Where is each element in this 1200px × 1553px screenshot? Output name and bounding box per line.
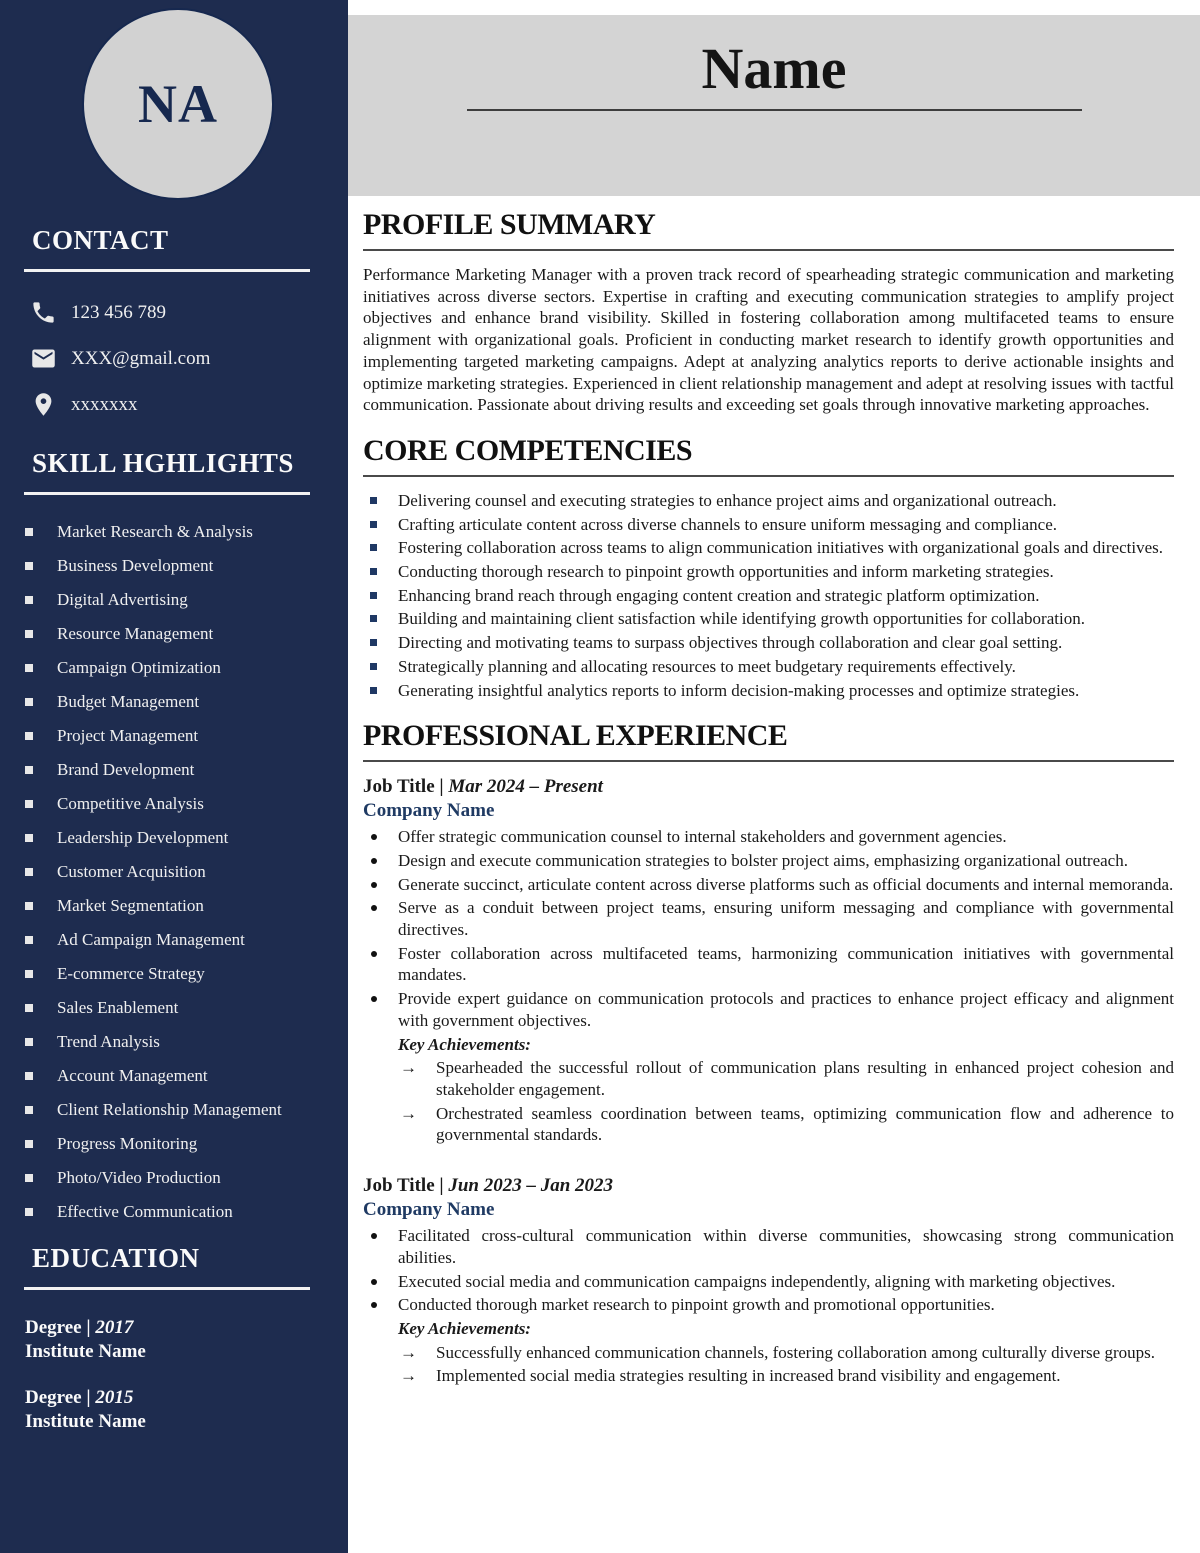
profile-summary-heading: PROFILE SUMMARY [363,208,1174,251]
profile-summary-text: Performance Marketing Manager with a proven track record of spearheading strategic communication and marketing initiatives across diverse sectors. Expertise in crafting and executing communication strategies to amplify project objectives and enhance brand visibility. Skilled in fostering collaboration among multifaceted teams to ensure alignment with organizational goals. Proficient in conducting market research to identify growth opportunities and implementing targeted marketing campaigns. Adept at analyzing analytics reports to derive actionable insights and optimize marketing strategies. Experienced in client relationship management and adept at resolving issues with tactful communication. Passionate about driving results and exceeding set goals through innovative marketing approaches. [363,265,1174,415]
skill-item: Account Management [0,1065,348,1087]
contact-heading: CONTACT [32,225,169,255]
achievement-item: → Orchestrated seamless coordination between teams, optimizing communication flow and adherence to governmental standards. [398,1103,1174,1146]
contact-section [0,225,348,418]
key-achievements-label: Key Achievements: [398,1034,531,1054]
achievement-list [398,1057,1174,1146]
contact-item-email [30,345,348,372]
job-bullet: Facilitated cross-cultural communication within diverse communities, showcasing strong communication abilities. [363,1225,1174,1268]
skill-item: Business Development [0,555,348,577]
skill-item: Photo/Video Production [0,1167,348,1189]
job-bullet: Provide expert guidance on communication protocols and practices to enhance project efficacy and alignment with government objectives. [363,988,1174,1031]
contact-list [0,299,348,418]
skill-item: Trend Analysis [0,1031,348,1053]
skills-divider [24,492,310,495]
skill-item: Market Segmentation [0,895,348,917]
competency-item: Enhancing brand reach through engaging content creation and strategic platform optimization. [363,585,1174,607]
job-title-separator: | [439,1175,444,1197]
skill-item: Market Research & Analysis [0,521,348,543]
competency-item: Directing and motivating teams to surpass objectives through collaboration and clear goal setting. [363,632,1174,654]
degree-year: 2017 [95,1317,134,1338]
header-band [348,15,1200,196]
mail-icon [30,345,57,372]
job-bullet: Serve as a conduit between project teams, ensuring uniform messaging and compliance with governmental directives. [363,897,1174,940]
skill-item: Campaign Optimization [0,657,348,679]
achievement-item: → Spearheaded the successful rollout of communication plans resulting in enhanced project cohesion and stakeholder engagement. [398,1057,1174,1100]
professional-experience-heading: PROFESSIONAL EXPERIENCE [363,719,1174,762]
job-bullet: Foster collaboration across multifaceted teams, harmonizing communication initiatives with governmental mandates. [363,943,1174,986]
sidebar [0,0,348,1553]
job-title-line [363,775,1174,799]
education-entry [25,1316,348,1364]
job-title: Job Title [363,776,435,798]
job-title-line [363,1174,1174,1198]
competency-item: Building and maintaining client satisfaction while identifying growth opportunities for collaboration. [363,608,1174,630]
contact-item-phone [30,299,348,326]
skill-item: E-commerce Strategy [0,963,348,985]
skills-section [0,448,348,1223]
skill-item: Leadership Development [0,827,348,849]
contact-email-value: XXX@gmail.com [71,347,211,369]
skill-item: Budget Management [0,691,348,713]
location-icon [30,391,57,418]
skill-item: Resource Management [0,623,348,645]
contact-location-value: xxxxxxx [71,393,138,415]
degree-separator: | [86,1317,91,1338]
achievement-item: → Successfully enhanced communication channels, fostering collaboration among culturally diverse groups. [398,1342,1174,1364]
contact-item-location [30,391,348,418]
profile-summary-section [363,208,1174,416]
degree-label: Degree [25,1387,82,1408]
avatar [82,8,274,200]
job-bullet: Executed social media and communication campaigns independently, aligning with marketing objectives. [363,1271,1174,1293]
skill-item: Effective Communication [0,1201,348,1223]
degree-separator: | [86,1387,91,1408]
competency-item: Strategically planning and allocating resources to meet budgetary requirements effectively. [363,656,1174,678]
job-bullet: Design and execute communication strategies to bolster project aims, emphasizing organizational outreach. [363,850,1174,872]
degree-year: 2015 [95,1387,134,1408]
competency-item: Crafting articulate content across diverse channels to ensure uniform messaging and compliance. [363,514,1174,536]
name-underline [467,109,1082,111]
job-bullet: Offer strategic communication counsel to internal stakeholders and government agencies. [363,826,1174,848]
competency-item: Generating insightful analytics reports to inform decision-making processes and optimize strategies. [363,680,1174,702]
skill-item: Competitive Analysis [0,793,348,815]
skill-item: Digital Advertising [0,589,348,611]
skill-item: Sales Enablement [0,997,348,1019]
education-divider [24,1287,310,1290]
competency-list [363,490,1174,701]
skill-item: Progress Monitoring [0,1133,348,1155]
job-dates: Mar 2024 – Present [448,776,603,798]
key-achievements-label: Key Achievements: [398,1318,531,1338]
phone-icon [30,299,57,326]
competency-item: Fostering collaboration across teams to align communication initiatives with organizational goals and directives. [363,537,1174,559]
education-entry [25,1386,348,1434]
job-dates: Jun 2023 – Jan 2023 [448,1175,614,1197]
skill-item: Client Relationship Management [0,1099,348,1121]
institute-name: Institute Name [25,1341,146,1362]
skills-heading: SKILL HGHLIGHTS [32,448,294,478]
contact-phone-value: 123 456 789 [71,301,166,323]
job-bullet: Conducted thorough market research to pinpoint growth and promotional opportunities. [363,1294,1174,1316]
company-name: Company Name [363,1199,495,1221]
avatar-monogram: NA [138,74,218,134]
name-title: Name [701,36,847,101]
job-bullet-list [363,1225,1174,1316]
skill-item: Project Management [0,725,348,747]
education-degree-line [25,1316,348,1340]
main-content [348,196,1200,1389]
skill-item: Ad Campaign Management [0,929,348,951]
education-heading: EDUCATION [32,1243,200,1273]
job-entry [363,1174,1174,1387]
job-entry [363,775,1174,1146]
degree-label: Degree [25,1317,82,1338]
education-degree-line [25,1386,348,1410]
contact-divider [24,269,310,272]
company-name: Company Name [363,800,495,822]
job-title-separator: | [439,776,444,798]
institute-name: Institute Name [25,1411,146,1432]
competency-item: Delivering counsel and executing strategies to enhance project aims and organizational outreach. [363,490,1174,512]
education-section [0,1243,348,1434]
core-competencies-heading: CORE COMPETENCIES [363,434,1174,477]
job-bullet-list [363,826,1174,1031]
core-competencies-section [363,434,1174,701]
skill-item: Customer Acquisition [0,861,348,883]
skill-item: Brand Development [0,759,348,781]
competency-item: Conducting thorough research to pinpoint growth opportunities and inform marketing strategies. [363,561,1174,583]
job-title: Job Title [363,1175,435,1197]
job-bullet: Generate succinct, articulate content across diverse platforms such as official documents and internal memoranda. [363,874,1174,896]
achievement-list [398,1342,1174,1387]
skill-list [0,521,348,1223]
professional-experience-section [363,719,1174,1387]
achievement-item: → Implemented social media strategies resulting in increased brand visibility and engagement. [398,1365,1174,1387]
